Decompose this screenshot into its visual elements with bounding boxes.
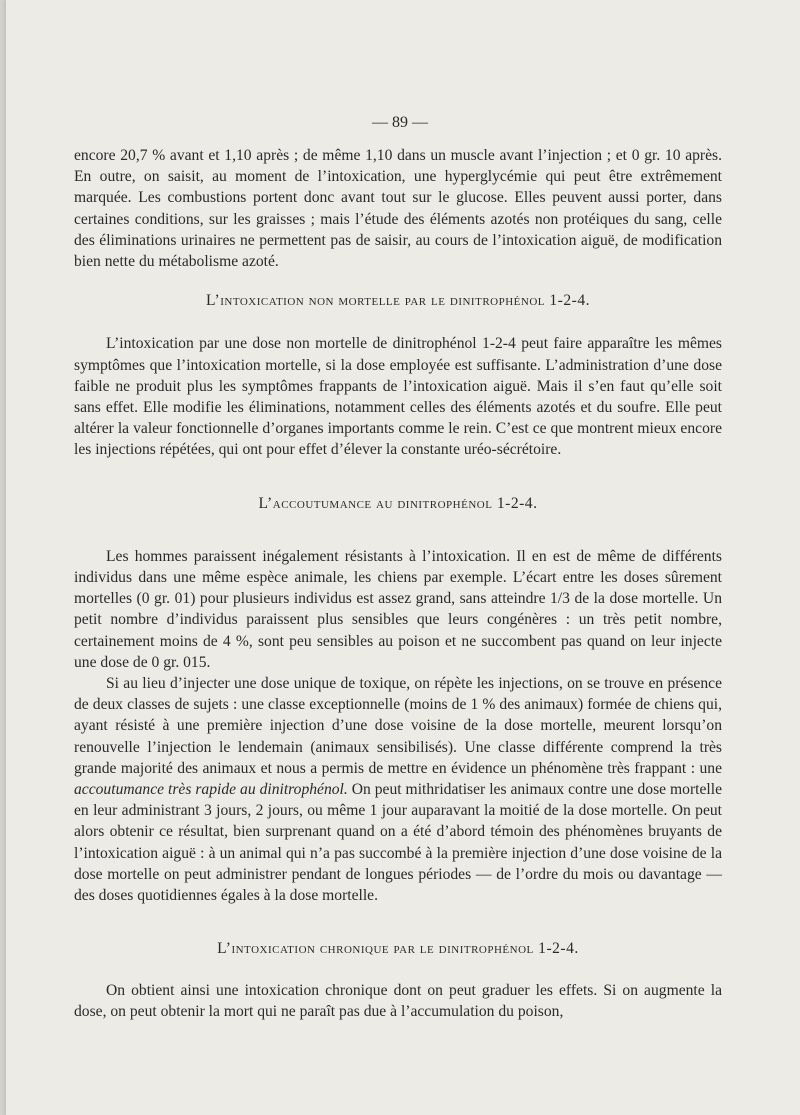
paragraph-accoutumance-2	[74, 673, 722, 906]
section-heading-accoutumance: L’accoutumance au dinitrophénol 1-2-4.	[258, 494, 538, 512]
page-body	[74, 110, 722, 1022]
emphasis-accoutumance: accoutumance très rapide au dinitrophénol.	[74, 781, 348, 799]
section-heading-non-mortelle: L’intoxication non mortelle par le dinitrophénol 1-2-4.	[205, 292, 591, 310]
paragraph-accoutumance-2-end: On peut mithridatiser les animaux contre une dose mortelle en leur administrant 3 jours, 2 jours, ou même 1 jour auparavant la moitié de la dose mortelle. On peut alors obtenir ce résultat, bien surprenant quand on a été d’abord témoin des phénomènes bruyants de l’intoxication aiguë : à un animal qui n’a pas succombé à la première injection d’une dose voisine de la dose mortelle on peut administrer pendant de longues périodes — de l’ordre du mois ou davantage — des doses quotidiennes égales à la dose mortelle.	[74, 781, 722, 905]
section-heading-chronique: L’intoxication chronique par le dinitrophénol 1-2-4.	[217, 940, 579, 958]
page-number: — 89 —	[372, 114, 428, 131]
paragraph-non-mortelle: L’intoxication par une dose non mortelle de dinitrophénol 1-2-4 peut faire apparaître les mêmes symptômes que l’intoxication mortelle, si la dose employée est suffisante. L’administration d’une dose faible ne produit plus les symptômes frappants de l’intoxication aiguë. Mais il s’en faut qu’elle soit sans effet. Elle modifie les éliminations, notamment celles des éléments azotés et du soufre. Elle peut altérer la valeur fonctionnelle d’organes importants comme le rein. C’est ce que montrent mieux encore les injections répétées, qui ont pour effet d’élever la constante uréo-sécrétoire.	[74, 335, 722, 459]
paragraph-accoutumance-1: Les hommes paraissent inégalement résistants à l’intoxication. Il en est de même de différents individus dans une même espèce animale, les chiens par exemple. L’écart entre les doses sûrement mortelles (0 gr. 01) pour plusieurs individus est assez grand, sans atteindre 1/3 de la dose mortelle. Un petit nombre d’individus paraissent plus sensibles que leurs congénères : un très petit nombre, certainement moins de 4 %, sont peu sensibles au poison et ne succombent pas quand on leur injecte une dose de 0 gr. 015.	[74, 547, 722, 671]
intro-paragraph: encore 20,7 % avant et 1,10 après ; de même 1,10 dans un muscle avant l’injection ; et 0 gr. 10 après. En outre, on saisit, au moment de l’intoxication, une hyperglycémie qui peut être extrêmement marquée. Les combustions portent donc avant tout sur le glucose. Elles peuvent aussi porter, dans certaines conditions, sur les graisses ; mais l’étude des éléments azotés non protéiques du sang, celle des éliminations urinaires ne permettent pas de saisir, au cours de l’intoxication aiguë, de modification bien nette du métabolisme azoté.	[74, 147, 722, 271]
paragraph-accoutumance-2-start: Si au lieu d’injecter une dose unique de toxique, on répète les injections, on se trouve en présence de deux classes de sujets : une classe exceptionnelle (moins de 1 % des animaux) formée de chiens qui, ayant résisté à une première injection d’une dose voisine de la dose mortelle, meurent lorsqu’on renouvelle l’injection le lendemain (animaux sensibilisés). Une classe différente comprend la très grande majorité des animaux et nous a permis de mettre en évidence un phénomène très frappant : une	[74, 675, 722, 777]
paragraph-chronique: On obtient ainsi une intoxication chronique dont on peut graduer les effets. Si on augmente la dose, on peut obtenir la mort qui ne paraît pas due à l’accumulation du poison,	[74, 981, 722, 1020]
